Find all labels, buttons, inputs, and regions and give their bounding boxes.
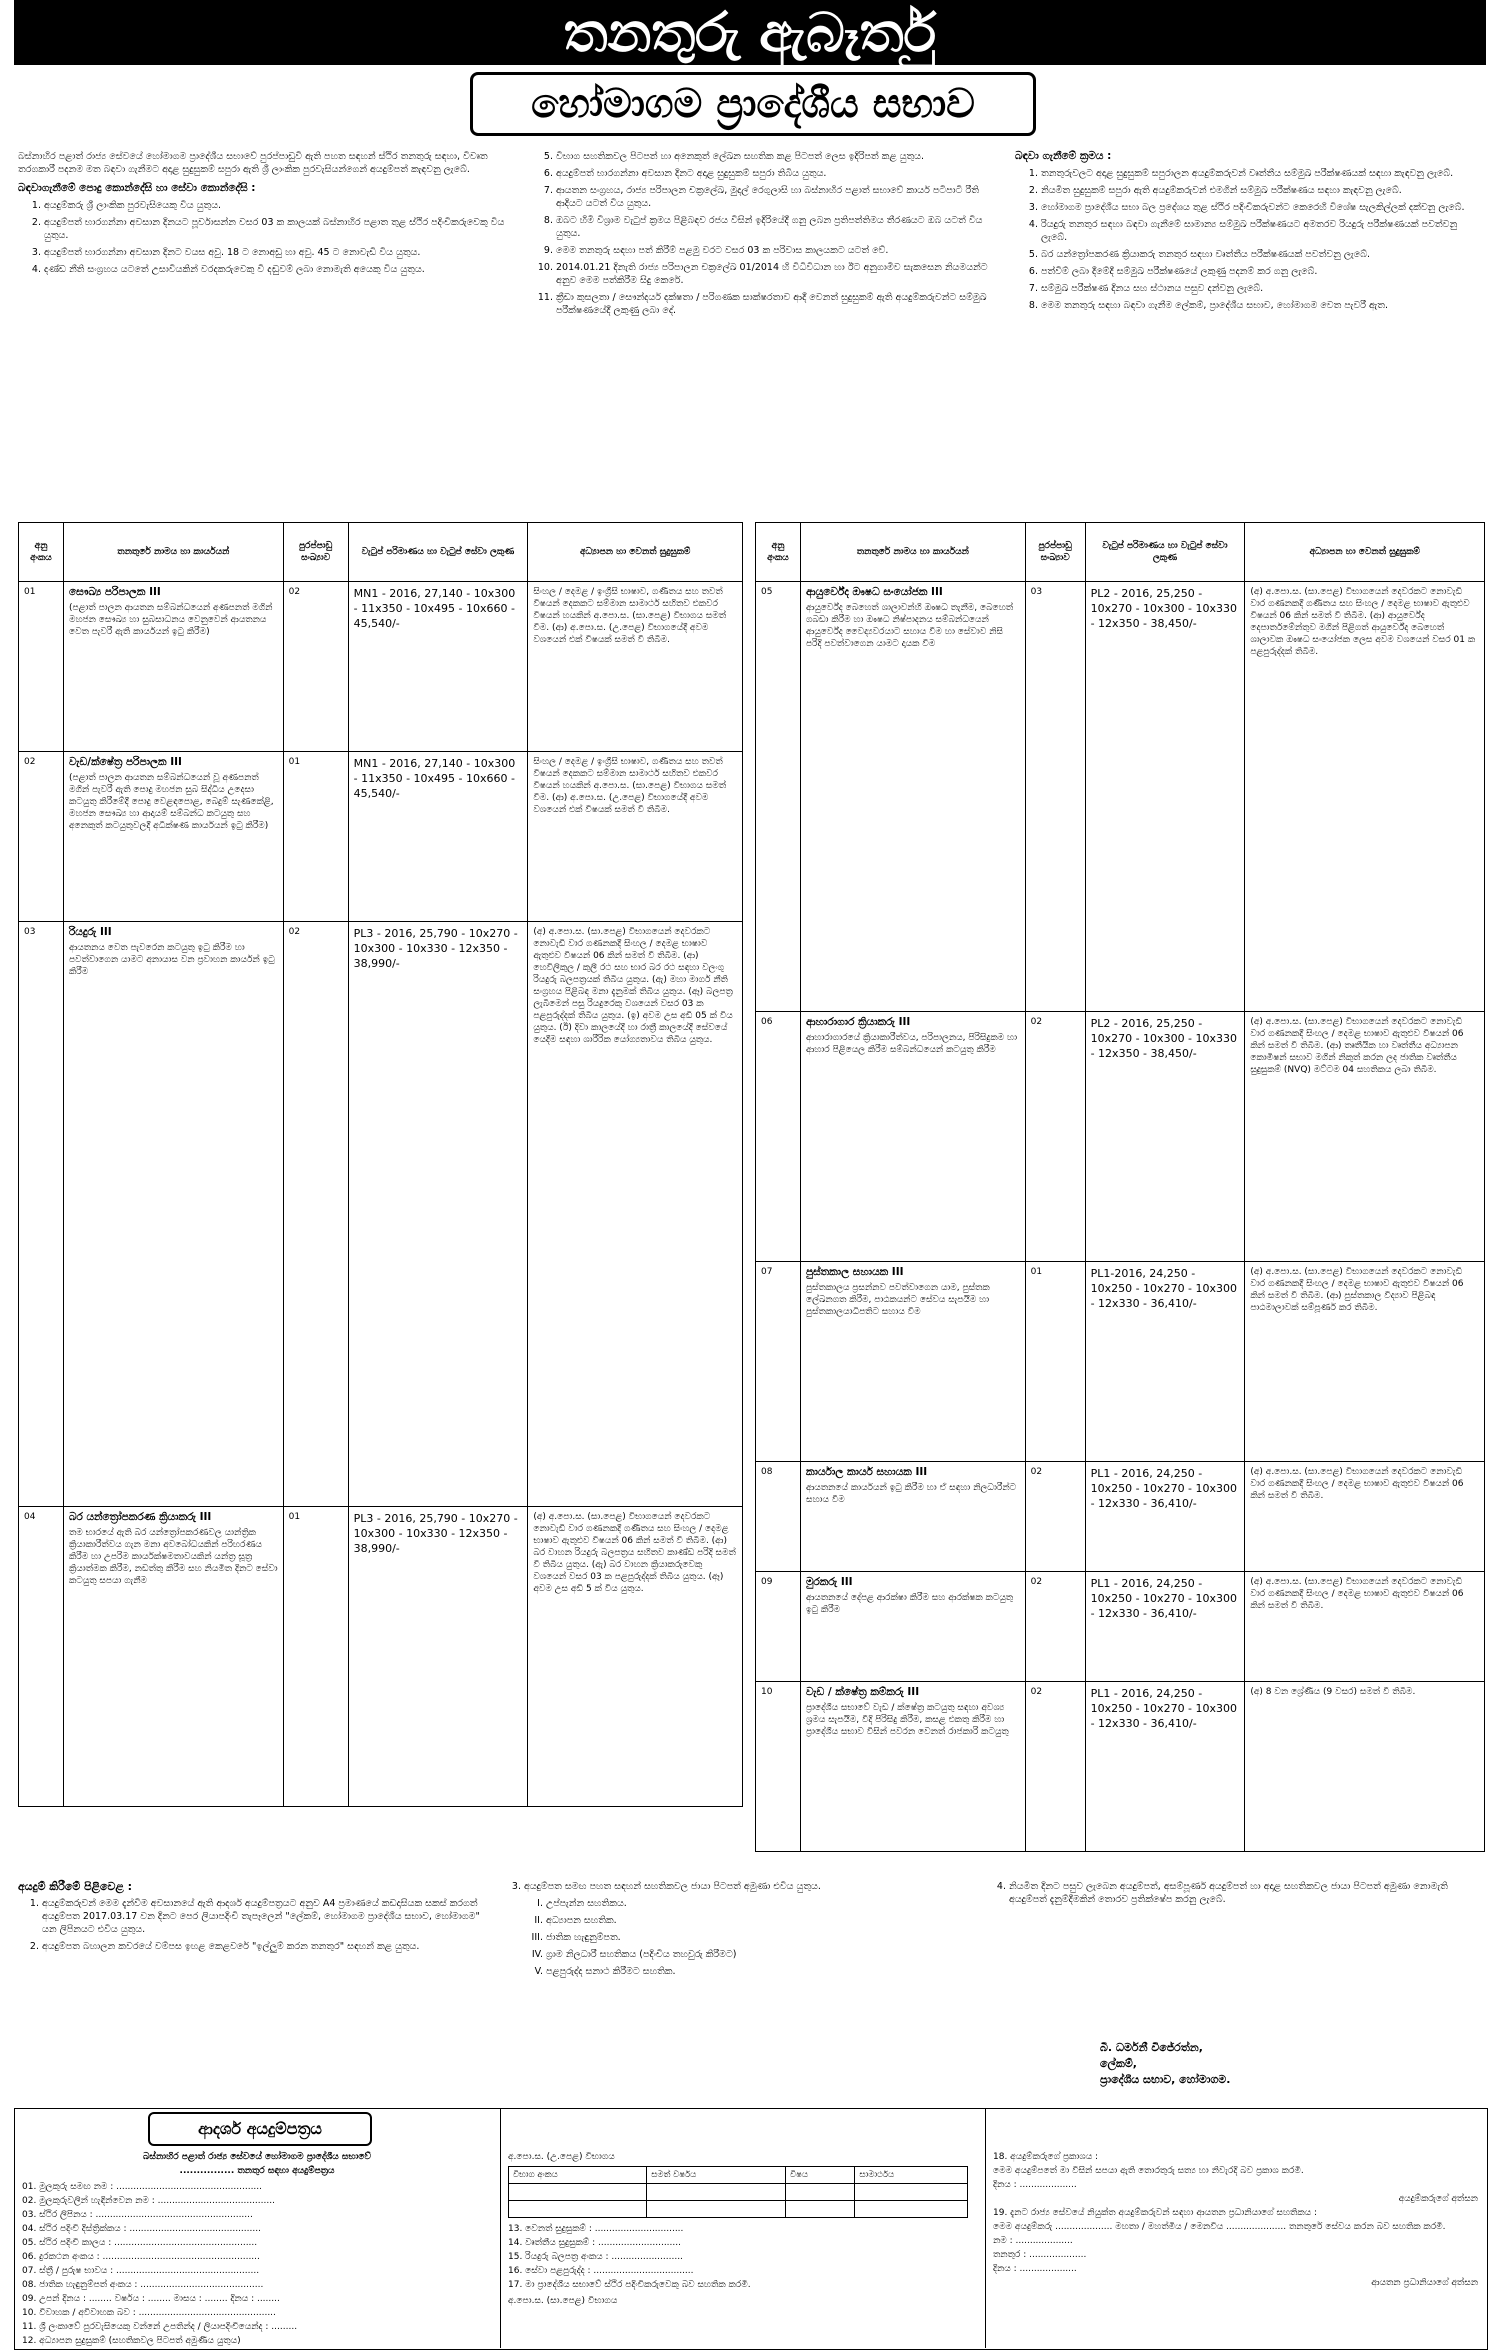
table-header-row xyxy=(19,523,743,582)
post-number: 02 xyxy=(19,752,64,922)
form-field[interactable]: 03. ස්ථිර ලිපිනය : ....................................................... xyxy=(22,2210,253,2220)
condition-item: 8. ඔබට හිමි විශ්‍රාම වැටුප් ක්‍රමය පිළිබඳව රජය විසින් ඉදිරියේදී ගනු ලබන ප්‍රතිපත්තිමය තීරණයට ඔබ යටත් විය යුතුය. xyxy=(556,214,1000,240)
col-year: සමත් වර්ෂය xyxy=(647,2167,786,2184)
signatory-place: ප්‍රාදේශීය සභාව, හෝමාගම. xyxy=(1100,2073,1231,2086)
post-title: මුරකරු III xyxy=(805,1576,853,1588)
post-duties: (පළාත් පාලන ආයතන සම්බන්ධයෙන් අණපනත් මගින් මහජන සෞඛ්‍ය හා සුබසාධනය වෙනුවෙන් ආයතනය වෙත පැවරී ඇති කාර්යයන් ඉටු කිරීම) xyxy=(68,603,273,637)
post-vacancies: 02 xyxy=(1025,1012,1085,1262)
method-item: 8. මෙම තනතුරු සඳහා බඳවා ගැනීම ලේකම්, ප්‍රාදේශීය සභාව, හෝමාගම වෙත පැවරී ඇත. xyxy=(1041,299,1485,312)
exam-al-label: අ.පො.ස. (උ.පෙළ) විභාගය xyxy=(508,2152,615,2162)
post-salary: PL1-2016, 24,250 - 10x250 - 10x270 - 10x300 - 12x330 - 36,410/- xyxy=(1085,1262,1245,1462)
signatory-role: ලේකම්, xyxy=(1100,2057,1137,2070)
intro-column-3 xyxy=(1015,150,1485,316)
method-list xyxy=(1015,167,1485,312)
post-number: 01 xyxy=(19,582,64,752)
form-field: 17. මා ප්‍රාදේශීය සභාවේ ස්ථිර පදිංචිකරුවෙකු බව සහතික කරමි. xyxy=(508,2280,751,2290)
table-row xyxy=(19,582,743,752)
table-row xyxy=(756,1462,1485,1572)
post-qualifications: (අ) අ.පො.ස. (සා.පෙළ) විභාගයෙන් දෙවරකට නොවැඩි වාර ගණනකදී ගණිතය සහ සිංහල / දෙමළ භාෂාව ඇතුළුව විෂයන් 06 කින් සමත් වී තිබීම. (ආ) බර වාහන රියදුරු බලපත්‍රය සහිතව කාණ්ඩ පරිදි සමත් වී තිබිය යුතුය. (ඇ) බර වාහන ක්‍රියාකරුවෙකු වශයෙන් වසර 03 ක පළපුරුද්දක් තිබිය යුතුය. (ඈ) අවම උස අඩි 5 ක් විය යුතුය. xyxy=(528,1507,743,1807)
table-row xyxy=(756,1682,1485,1852)
post-vacancies: 02 xyxy=(283,922,348,1507)
col-header-no: අනු අංකය xyxy=(19,523,64,582)
post-qualifications: සිංහල / දෙමළ / ඉංග්‍රීසි භාෂාව, ගණිතය සහ තවත් විෂයන් දෙකකට සම්මාන සාමාර්ථ සහිතව එකවර විෂයන් හයකින් අ.පො.ස. (සා.පෙළ) විභාගය සමත් වීම. (ආ) අ.පො.ස. (උ.පෙළ) විභාගයේදී අවම වශයෙන් එක් විෂයක් සමත් වී තිබීම. xyxy=(528,752,743,922)
signatory-name: බී. ධර්මනී විජේරත්න, xyxy=(1100,2041,1203,2054)
post-cell xyxy=(63,922,283,1507)
post-cell xyxy=(63,1507,283,1807)
exam-ol-label: අ.පො.ස. (සා.පෙළ) විභාගය xyxy=(508,2296,618,2306)
attachments-lead-text: අයදුම්පත සමඟ පහත සඳහන් සහතිකවල ජායා පිටපත් අමුණා එවිය යුතුය. xyxy=(524,1881,821,1892)
form-heading-1: බස්නාහිර පළාත් රාජ්‍ය සේවයේ හෝමාගම ප්‍රාදේශීය සභාවේ xyxy=(142,2152,372,2162)
post-title: වැඩ/ක්ෂේත්‍ර පරිපාලක III xyxy=(68,756,182,768)
form-divider xyxy=(985,2108,986,2348)
rejection-note: 4. නියමිත දිනට පසුව ලැබෙන අයදුම්පත්, අසම්පූර්ණ අයදුම්පත් හා අදාළ සහතිකවල ජායා පිටපත් අමුණා නොමැති අයදුම්පත් දැනුම්දීමකින් තොරව ප්‍රතික්ෂේප කරනු ලැබේ. xyxy=(1009,1880,1485,1906)
table-row xyxy=(756,582,1485,1012)
form-divider xyxy=(500,2108,501,2348)
post-title: රියදුරු III xyxy=(68,926,112,938)
post-duties: තම භාරයේ ඇති බර යන්ත්‍රෝපකරණවල යාන්ත්‍රික ක්‍රියාකාරීත්වය ගැන මනා අවබෝධයකින් පරිහරණය කිරීම හා උපරිම කාර්යක්ෂමතාවයකින් යන්ත්‍ර සූත්‍ර ක්‍රියාත්මක කිරීම, නඩත්තු කිරීම සහ නියමිත දිනට සේවා කටයුතු සපයා ගැනීම xyxy=(68,1528,278,1586)
form-field[interactable]: 05. ස්ථිර පදිංචි කාලය : .................................................. xyxy=(22,2238,258,2248)
post-salary: PL2 - 2016, 25,250 - 10x270 - 10x300 - 10x330 - 12x350 - 38,450/- xyxy=(1085,582,1245,1012)
form-field[interactable]: 06. දුරකථන අංකය : ....................................................... xyxy=(22,2252,260,2262)
post-vacancies: 03 xyxy=(1025,582,1085,1012)
post-qualifications: (අ) අ.පො.ස. (සා.පෙළ) විභාගයෙන් දෙවරකට නොවැඩි වාර ගණනකදී සිංහල / දෙමළ භාෂාව ඇතුළුව විෂයන් 06 කින් සමත් වී තිබීම. (ආ) පුස්තකාල විද්‍යාව පිළිබඳ පාඨමාලාවක් සම්පූර්ණ කර තිබීම. xyxy=(1245,1262,1485,1462)
col-header-salary: වැටුප් පරිමාණය හා වැටුප් සේවා ලකුණ xyxy=(1085,523,1245,582)
organization-title: හෝමාගම ප්‍රාදේශීය සභාව xyxy=(470,72,1036,136)
post-duties: (පළාත් පාලන ආයතන සම්බන්ධයෙන් වූ අණපනත් මගින් පැවරී ඇති පොදු මහජන සුබ සිද්ධිය උදෙසා කටයුතු කිරීමේදී පොදු වෙළඳපොළ, බෙදුම් සැණකේළි, මහජන සෞඛ්‍ය හා ආදායම් සම්බන්ධ කටයුතු සහ අනෙකුත් කටයුතුවලදී අධීක්ෂණ කාර්යයන් ඉටු කිරීම) xyxy=(68,773,274,831)
table-row xyxy=(19,752,743,922)
post-qualifications: (අ) අ.පො.ස. (සා.පෙළ) විභාගයෙන් දෙවරකට නොවැඩි වාර ගණනකදී ගණිතය සහ සිංහල / දෙමළ භාෂාව ඇතුළුව විෂයන් 06 කින් සමත් වී තිබීම. (ආ) ආයුර්වේද දෙපාර්තමේන්තුව මගින් පිළිගත් ආයුර්වේද බෙහෙත් ශාලාවක ඖෂධ සංයෝජක ලෙස අවම වශයෙන් වසර 01 ක පළපුරුද්දක් තිබීම. xyxy=(1245,582,1485,1012)
attachment-item: III. ජාතික හැඳුනුම්පත. xyxy=(546,1931,970,1944)
post-qualifications: (අ) 8 වන ශ්‍රේණිය (9 වසර) සමත් වී තිබීම. xyxy=(1245,1682,1485,1852)
post-title: ආයුර්වේද ඖෂධ සංයෝජක III xyxy=(805,586,943,598)
col-subject: විෂය xyxy=(785,2167,854,2184)
post-title: බර යන්ත්‍රෝපකරණ ක්‍රියාකරු III xyxy=(68,1511,212,1523)
post-salary: PL1 - 2016, 24,250 - 10x250 - 10x270 - 10x300 - 12x330 - 36,410/- xyxy=(1085,1462,1245,1572)
post-cell xyxy=(800,582,1025,1012)
form-field[interactable]: 13. වෙනත් සුදුසුකම් : ............................... xyxy=(508,2224,684,2234)
post-cell xyxy=(63,752,283,922)
certification-text: මෙම අයදුම්කරු .................... මහතා / මහත්මිය / මෙනවිය ..................... තනතුරේ සේවය කරන බව සහතික කරමි. xyxy=(993,2222,1446,2232)
col-header-post: තනතුරේ නාමය හා කාර්යයන් xyxy=(800,523,1025,582)
condition-item: 6. අයදුම්පත් භාරගන්නා අවසාන දිනට අදාළ සුදුසුකම් සපුරා තිබිය යුතුය. xyxy=(556,167,1000,180)
col-header-vacancies: පුරප්පාඩු සංඛ්‍යාව xyxy=(283,523,348,582)
condition-item: 4. දණ්ඩ නීති සංග්‍රහය යටතේ උසාවියකින් වරදකරුවෙකු වී දඬුවම් ලබා නොමැති අයෙකු විය යුතුය. xyxy=(44,263,513,276)
apply-item: 1. අයදුම්කරුවන් මෙම දැන්වීම අවසානයේ ඇති ආදර්ශ අයදුම්පත්‍රයට අනුව A4 ප්‍රමාණයේ කඩදාසියක සකස් කරගත් අයදුම්පත 2017.03.17 වන දිනට පෙර ලියාපදිංචි තැපෑලෙන් "ලේකම්, හෝමාගම ප්‍රාදේශීය සභාව, හෝමාගම" යන ලිපිනයට එවිය යුතුය. xyxy=(42,1897,488,1936)
declaration-heading: 18. අයදුම්කරුගේ ප්‍රකාශය : xyxy=(993,2152,1099,2162)
signature-block xyxy=(1100,2040,1230,2088)
post-title: වැඩ / ක්ෂේත්‍ර කම්කරු III xyxy=(805,1686,920,1698)
condition-item: 2. අයදුම්පත් භාරගන්නා අවසාන දිනයට පූර්වාසන්න වසර 03 ක කාලයක් බස්නාහිර පළාත තුළ ස්ථිර පදිංචිකරුවෙකු විය යුතුය. xyxy=(44,216,513,242)
conditions-list xyxy=(18,199,513,276)
post-vacancies: 01 xyxy=(283,1507,348,1807)
post-duties: ආයතනයේ කාර්යයන් ඉටු කිරීම හා ඒ සඳහා නිලධාරීන්ට සහාය වීම xyxy=(805,1483,1017,1505)
form-field[interactable]: 08. ජාතික හැඳුනුම්පත් අංකය : ........................................... xyxy=(22,2280,264,2290)
form-field: 12. අධ්‍යාපන සුදුසුකම් (සහතිකවල පිටපත් අමුණිය යුතුය) xyxy=(22,2336,241,2346)
col-header-qualifications: අධ්‍යාපන හා වෙනත් සුදුසුකම් xyxy=(528,523,743,582)
conditions-list-cont xyxy=(530,150,1000,317)
post-vacancies: 02 xyxy=(283,582,348,752)
condition-item: 11. ක්‍රීඩා කුසලතා / සෞන්දර්ය දක්ෂතා / පරිගණක සාක්ෂරතාව ආදී වෙනත් සුදුසුකම් ඇති අයදුම්කරුවන්ට සම්මුඛ පරීක්ෂණයේදී ලකුණු ලබා දේ. xyxy=(556,291,1000,317)
post-duties: ප්‍රාදේශීය සභාවේ වැඩ / ක්ෂේත්‍ර කටයුතු සඳහා අවශ්‍ය ශ්‍රමය සැපයීම, වීදි පිරිසිදු කිරීම, කසළ එකතු කිරීම හා ප්‍රාදේශීය සභාව විසින් පවරන වෙනත් රාජකාරි කටයුතු xyxy=(805,1703,1009,1737)
form-field[interactable]: 02. මුලකුරුවලින් හැඳින්වෙන නම : ......................................... xyxy=(22,2196,275,2206)
condition-item: 10. 2014.01.21 දිනැති රාජ්‍ය පරිපාලන චක්‍රලේඛ 01/2014 හි විධිවිධාන හා ඊට අනුගාමීව සැකසෙන නියමයන්ට අනුව මෙම පත්කිරීම සිදු කෙරේ. xyxy=(556,261,1000,287)
post-duties: ආයතනය වෙත පැවරෙන කටයුතු ඉටු කිරීම හා පවත්වාගෙන යාමට අනායාස වන ප්‍රවාහන කාර්යන් ඉටු කිරීම xyxy=(68,943,275,977)
apply-list xyxy=(18,1897,488,1953)
col-header-post: තනතුරේ නාමය හා කාර්යයන් xyxy=(63,523,283,582)
post-vacancies: 02 xyxy=(1025,1572,1085,1682)
table-cell[interactable] xyxy=(855,2201,968,2218)
col-header-qualifications: අධ්‍යාපන හා වෙනත් සුදුසුකම් xyxy=(1245,523,1485,582)
form-column-1 xyxy=(22,2150,492,2348)
method-item: 6. පත්වීම් ලබා දීමේදී සම්මුඛ පරීක්ෂණයේ ලකුණු පදනම් කර ගනු ලැබේ. xyxy=(1041,265,1485,278)
post-number: 07 xyxy=(756,1262,801,1462)
post-duties: ආයතනයේ දේපළ ආරක්ෂා කිරීම සහ ආරක්ෂක කටයුතු ඉටු කිරීම xyxy=(805,1593,1014,1615)
form-field[interactable]: 16. සේවා පළපුරුද්ද : ................................... xyxy=(508,2266,694,2276)
post-qualifications: (අ) අ.පො.ස. (සා.පෙළ) විභාගයෙන් දෙවරකට නොවැඩි වාර ගණනකදී සිංහල / දෙමළ භාෂාව ඇතුළුව විෂයන් 06 කින් සමත් වී තිබීම. (ආ) හෙවිලිකුල / කුලී රථ සහ භාර බර රථ සඳහා වලංගු රියදුරු බලපත්‍රයක් තිබිය යුතුය. (ඇ) මහා මාර්ග නීති සංග්‍රහය පිළිබඳ මනා දැනුමක් තිබිය යුතුය. (ඈ) බලපත්‍ර ලැබීමෙන් පසු රියදුරෙකු වශයෙන් වසර 03 ක පළපුරුද්දක් තිබිය යුතුය. (ඉ) අවම උස අඩි 05 ක් විය යුතුය. (ඊ) දිවා කාලයේදී හා රාත්‍රී කාලයේදී සේවයේ යෙදීම සඳහා ශාරීරික යෝග්‍යතාවය තිබිය යුතුය. xyxy=(528,922,743,1507)
form-field[interactable]: 04. ස්ථිර පදිංචි දිස්ත්‍රික්කය : .............................................. xyxy=(22,2224,261,2234)
post-qualifications: (අ) අ.පො.ස. (සා.පෙළ) විභාගයෙන් දෙවරකට නොවැඩි වාර ගණනකදී සිංහල / දෙමළ භාෂාව ඇතුළුව විෂයන් 06 කින් සමත් වී තිබීම. (ආ) තෘතීයික හා වෘත්තීය අධ්‍යාපන කොමිෂන් සභාව මගින් නිකුත් කරන ලද ජාතික වෘත්තීය සුදුසුකම් (NVQ) මට්ටම 04 සහතිකය ලබා තිබීම. xyxy=(1245,1012,1485,1262)
col-header-vacancies: පුරප්පාඩු සංඛ්‍යාව xyxy=(1025,523,1085,582)
method-item: 5. බර යන්ත්‍රෝපකරණ ක්‍රියාකරු තනතුර සඳහා වෘත්තීය පරීක්ෂණයක් පවත්වනු ලැබේ. xyxy=(1041,248,1485,261)
post-title: සෞඛ්‍ය පරිපාලක III xyxy=(68,586,161,598)
post-number: 03 xyxy=(19,922,64,1507)
post-number: 06 xyxy=(756,1012,801,1262)
post-qualifications: සිංහල / දෙමළ / ඉංග්‍රීසි භාෂාව, ගණිතය සහ තවත් විෂයන් දෙකකට සම්මාන සාමාර්ථ සහිතව එකවර විෂයන් හයකින් අ.පො.ස. (සා.පෙළ) විභාගය සමත් වීම. (ආ) අ.පො.ස. (උ.පෙළ) විභාගයේදී අවම වශයෙන් එක් විෂයක් සමත් වී තිබීම. xyxy=(528,582,743,752)
form-field[interactable]: 10. විවාහක / අවිවාහක බව : ................................................ xyxy=(22,2308,276,2318)
attachments-lead xyxy=(524,1880,970,1978)
post-salary: MN1 - 2016, 27,140 - 10x300 - 11x350 - 10x495 - 10x660 - 45,540/- xyxy=(348,582,528,752)
attachment-item: V. පළපුරුද්ද සනාථ කිරීමට සහතික. xyxy=(546,1965,970,1978)
applicant-signature-label: අයදුම්කරුගේ අත්සන xyxy=(1398,2194,1478,2204)
post-salary: PL1 - 2016, 24,250 - 10x250 - 10x270 - 10x300 - 12x330 - 36,410/- xyxy=(1085,1682,1245,1852)
posts-table-left xyxy=(18,522,743,1807)
condition-item: 1. අයදුම්කරු ශ්‍රී ලාංකික පුරවැසියෙකු විය යුතුය. xyxy=(44,199,513,212)
table-cell[interactable] xyxy=(509,2201,647,2218)
post-duties: ආයුර්වේද බෙහෙත් ශාලාවන්හි ඖෂධ තැනීම, බෙහෙත් ගබඩා කිරීම හා ඖෂධ නිෂ්පාදනය සම්බන්ධයෙන් ආයුර්වේද වෛද්‍යවරයාට සහාය වීම හා සේවාව නිසි පරිදි පවත්වාගෙන යාමට දායක වීම xyxy=(805,603,1014,649)
table-cell[interactable] xyxy=(785,2201,854,2218)
post-cell xyxy=(800,1572,1025,1682)
post-number: 05 xyxy=(756,582,801,1012)
form-field[interactable]: 07. ස්ත්‍රී / පුරුෂ භාවය : .................................................. xyxy=(22,2266,260,2276)
table-cell[interactable] xyxy=(647,2201,786,2218)
form-heading-2: ................ තනතුර සඳහා අයදුම්පත්‍රය xyxy=(179,2166,335,2176)
apply-heading: අයදුම් කිරීමේ පිළිවෙළ : xyxy=(18,1880,132,1893)
post-salary: MN1 - 2016, 27,140 - 10x300 - 11x350 - 10x495 - 10x660 - 45,540/- xyxy=(348,752,528,922)
designation-field[interactable]: තනතුර : .................... xyxy=(993,2250,1087,2260)
method-item: 7. සම්මුඛ පරීක්ෂණ දිනය සහ ස්ථානය පසුව දන්වනු ලැබේ. xyxy=(1041,282,1485,295)
condition-item: 3. අයදුම්පත් භාරගන්නා අවසාන දිනට වයස අවු. 18 ට නොඅඩු හා අවු. 45 ට නොවැඩි විය යුතුය. xyxy=(44,246,513,259)
post-vacancies: 02 xyxy=(1025,1682,1085,1852)
form-field[interactable]: 14. වෘත්තීය සුදුසුකම් : ............................. xyxy=(508,2238,681,2248)
exam-results-table xyxy=(508,2166,968,2218)
table-row xyxy=(756,1572,1485,1682)
condition-item: 9. මෙම තනතුරු සඳහා පත් කිරීම් පළමු වරට වසර 03 ක පරිවාස කාලයකට යටත් වේ. xyxy=(556,244,1000,257)
post-salary: PL3 - 2016, 25,790 - 10x270 - 10x300 - 10x330 - 12x350 - 38,990/- xyxy=(348,922,528,1507)
col-grade: සාමාර්ථය xyxy=(855,2167,968,2184)
form-column-3 xyxy=(993,2150,1478,2290)
post-title: පුස්තකාල සහායක III xyxy=(805,1266,904,1278)
form-field[interactable]: 15. රියදුරු බලපත්‍ර අංකය : ......................... xyxy=(508,2252,683,2262)
table-cell[interactable] xyxy=(647,2184,786,2201)
form-field[interactable]: 09. උපන් දිනය : ........ වර්ෂය : ........ මාසය : ........ දිනය : ........ xyxy=(22,2294,280,2304)
posts-table-right xyxy=(755,522,1485,1852)
attachments-section xyxy=(500,1880,970,1982)
post-title: ආහාරාගාර ක්‍රියාකරු III xyxy=(805,1016,911,1028)
post-duties: ආහාරාගාරයේ ක්‍රියාකාරීත්වය, පරිපාලනය, පිරිසිදුකම හා ආහාර පිළියෙල කිරීම සම්බන්ධයෙන් කටයුතු කිරීම xyxy=(805,1033,1018,1055)
post-number: 04 xyxy=(19,1507,64,1807)
post-qualifications: (අ) අ.පො.ස. (සා.පෙළ) විභාගයෙන් දෙවරකට නොවැඩි වාර ගණනකදී සිංහල / දෙමළ භාෂාව ඇතුළුව විෂයන් 06 කින් සමත් වී තිබීම. xyxy=(1245,1572,1485,1682)
table-cell[interactable] xyxy=(509,2184,647,2201)
col-index: විභාග අංකය xyxy=(509,2167,647,2184)
attachment-item: I. උප්පැන්න සහතිකය. xyxy=(546,1897,970,1910)
col-header-no: අනු අංකය xyxy=(756,523,801,582)
post-number: 08 xyxy=(756,1462,801,1572)
condition-item: 7. ආයතන සංග්‍රහය, රාජ්‍ය පරිපාලන චක්‍රලේඛ, මුදල් රෙගුලාසි හා බස්නාහිර පළාත් සභාවේ කාර්ය පටිපාටි රීති ආදියට යටත් විය යුතුය. xyxy=(556,184,1000,210)
head-signature-label: ආයතන ප්‍රධානියාගේ අත්සන xyxy=(1371,2278,1478,2288)
post-cell xyxy=(800,1682,1025,1852)
date-field[interactable]: දිනය : .................... xyxy=(993,2264,1077,2274)
post-salary: PL2 - 2016, 25,250 - 10x270 - 10x300 - 10x330 - 12x350 - 38,450/- xyxy=(1085,1012,1245,1262)
table-header-row xyxy=(756,523,1485,582)
name-field[interactable]: නම : .................... xyxy=(993,2236,1073,2246)
attachment-item: IV. ග්‍රාම නිලධාරී සහතිකය (පදිංචිය තහවුරු කිරීමට) xyxy=(546,1948,970,1961)
post-cell xyxy=(800,1262,1025,1462)
form-column-2 xyxy=(508,2150,978,2308)
form-field[interactable]: 01. මුලකුරු සමඟ නම : ................................................... xyxy=(22,2182,263,2192)
condition-item: 5. විභාග සහතිකවල පිටපත් හා අනෙකුත් ලේඛන සහතික කළ පිටපත් ලෙස ඉදිරිපත් කළ යුතුය. xyxy=(556,150,1000,163)
apply-item: 2. අයදුම්පත බහාලන කවරයේ වම්පස ඉහළ කෙළවරේ "ඉල්ලුම් කරන තනතුර" සඳහන් කළ යුතුය. xyxy=(42,1940,488,1953)
method-item: 4. රියදුරු තනතුර සඳහා බඳවා ගැනීමේ සාමාන්‍ය සම්මුඛ පරීක්ෂණයට අමතරව රියදුරු පරීක්ෂණයක් පවත්වනු ලැබේ. xyxy=(1041,218,1485,244)
post-cell xyxy=(800,1462,1025,1572)
attachments-list xyxy=(500,1880,970,1978)
form-title: ආදර්ශ අයදුම්පත්‍රය xyxy=(148,2112,372,2146)
post-qualifications: (අ) අ.පො.ස. (සා.පෙළ) විභාගයෙන් දෙවරකට නොවැඩි වාර ගණනකදී සිංහල / දෙමළ භාෂාව ඇතුළුව විෂයන් 06 කින් සමත් වී තිබීම. xyxy=(1245,1462,1485,1572)
col-header-salary: වැටුප් පරිමාණය හා වැටුප් සේවා ලකුණ xyxy=(348,523,528,582)
method-heading: බඳවා ගැනීමේ ක්‍රමය : xyxy=(1015,150,1112,162)
post-vacancies: 01 xyxy=(283,752,348,922)
date-field[interactable]: දිනය : .................... xyxy=(993,2180,1077,2190)
table-cell[interactable] xyxy=(785,2184,854,2201)
post-cell xyxy=(63,582,283,752)
form-field[interactable]: 11. ශ්‍රී ලංකාවේ පුරවැසියෙකු වන්නේ උපතින්ද / ලියාපදිංචියෙන්ද : ......... xyxy=(22,2322,298,2332)
method-item: 3. හෝමාගම ප්‍රාදේශීය සභා බල ප්‍රදේශය තුළ ස්ථිර පදිංචිකරුවන්ට කෙරෙහි විශේෂ සැලකිල්ලක් දක්වනු ලැබේ. xyxy=(1041,201,1485,214)
table-row xyxy=(756,1012,1485,1262)
banner-title: තනතුරු ඇබෑර්තු xyxy=(14,0,1486,65)
table-row xyxy=(19,1507,743,1807)
post-number: 09 xyxy=(756,1572,801,1682)
rejection-note-section xyxy=(985,1880,1485,1910)
post-salary: PL3 - 2016, 25,790 - 10x270 - 10x300 - 10x330 - 12x350 - 38,990/- xyxy=(348,1507,528,1807)
post-vacancies: 02 xyxy=(1025,1462,1085,1572)
table-row xyxy=(19,922,743,1507)
method-item: 2. නියමිත සුදුසුකම් සපුරා ඇති අයදුම්කරුවන් එමගින් සම්මුඛ පරීක්ෂණය සඳහා කැඳවනු ලැබේ. xyxy=(1041,184,1485,197)
post-title: කාර්යාල කාර්ය සහායක III xyxy=(805,1466,928,1478)
post-duties: පුස්තකාලය ප්‍රසන්නව පවත්වාගෙන යාම, පුස්තක ලේඛනගත කිරීම, පාඨකයන්ට සේවය සැපයීම හා පුස්තකාලයාධිපතිට සහාය වීම xyxy=(805,1283,990,1317)
table-row xyxy=(756,1262,1485,1462)
intro-lead: බස්නාහිර පළාත් රාජ්‍ය සේවයේ හෝමාගම ප්‍රාදේශීය සභාවේ පුරප්පාඩුවී ඇති පහත සඳහන් ස්ථිර තනතුරු සඳහා, විවෘත තරගකාරී පදනම මත බඳවා ගැනීමට අදාළ සුදුසුකම් සපුරා ඇති ශ්‍රී ලාංකික පුරවැසියන්ගෙන් අයදුම්පත් කැඳවනු ලැබේ. xyxy=(18,151,488,175)
intro-column-1 xyxy=(18,150,513,280)
apply-section xyxy=(18,1880,488,1957)
method-item: 1. තනතුරුවලට අදාළ සුදුසුකම් සපුරාලන අයදුම්කරුවන් වෘත්තීය සම්මුඛ පරීක්ෂණයක් සඳහා කැඳවනු ලැබේ. xyxy=(1041,167,1485,180)
post-salary: PL1 - 2016, 24,250 - 10x250 - 10x270 - 10x300 - 12x330 - 36,410/- xyxy=(1085,1572,1245,1682)
conditions-heading: බඳවාගැනීමේ පොදු කොන්දේසි හා සේවා කොන්දේසි : xyxy=(18,182,256,194)
intro-column-2 xyxy=(530,150,1000,321)
attachment-item: II. අධ්‍යාපන සහතික. xyxy=(546,1914,970,1927)
post-cell xyxy=(800,1012,1025,1262)
table-cell[interactable] xyxy=(855,2184,968,2201)
post-vacancies: 01 xyxy=(1025,1262,1085,1462)
declaration-text: මෙම අයදුම්පතේ මා විසින් සපයා ඇති තොරතුරු සත්‍ය හා නිවැරදි බව ප්‍රකාශ කරමි. xyxy=(993,2166,1304,2176)
certification-heading: 19. දැනට රාජ්‍ය සේවයේ නියුක්ත අයදුම්කරුවන් සඳහා ආයතන ප්‍රධානියාගේ සහතිකය : xyxy=(993,2208,1318,2218)
post-number: 10 xyxy=(756,1682,801,1852)
